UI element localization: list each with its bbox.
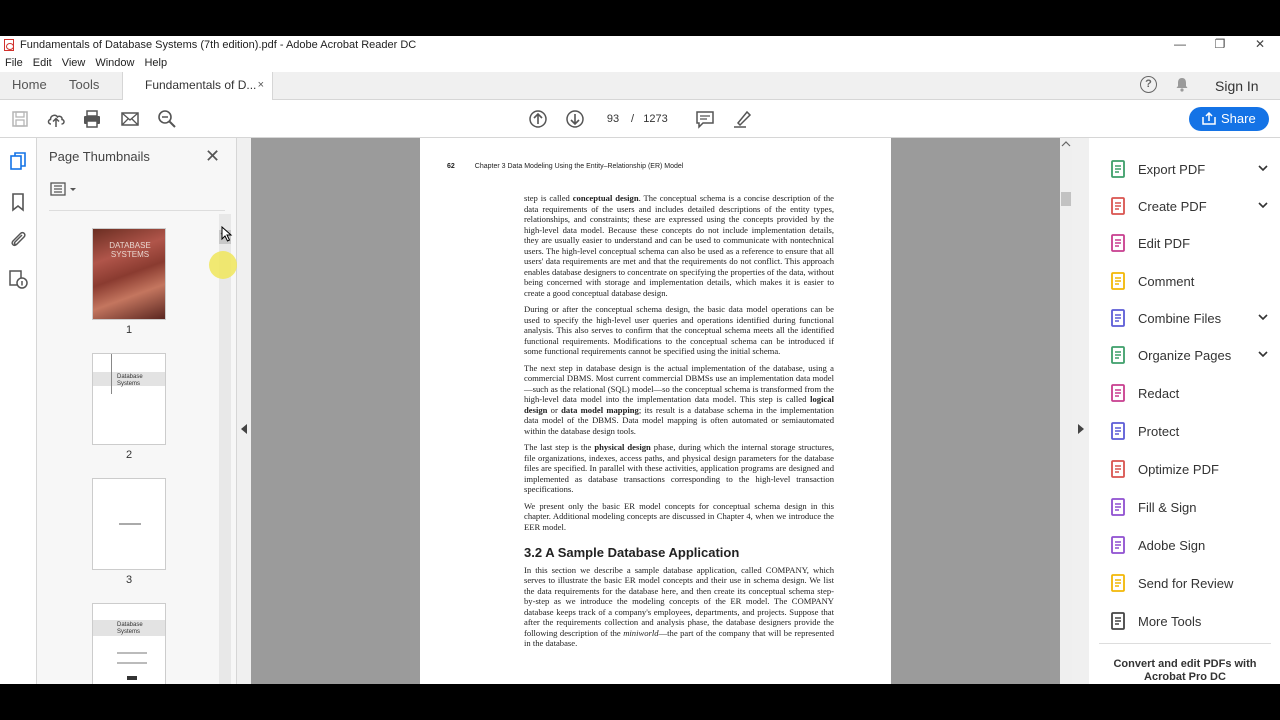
pdf-file-icon: [4, 39, 14, 51]
edit-pdf-icon: [1109, 233, 1129, 253]
paragraph: During or after the conceptual schema design, the basic data model operations can be used to specify the high-level user queries and operations identified during functional analysis. This also serves to confirm that the conceptual schema meets all the identified functional requirements. Modifications to the conceptual schema can be introduced if some functional requirements cannot be specified using the initial schema.: [524, 304, 834, 356]
window-controls: [1160, 36, 1280, 54]
tool-label: Organize Pages: [1138, 347, 1232, 363]
text-run: . The conceptual schema is a concise description of the data requirements of the users and includes detailed descriptions of the entity types, relationships, and constraints; these are expressed using the concepts provided by the high-level data model. Because these concepts do not include implementation details, they are usually easier to understand and can be used to communicate with nontechnical users. The high-level conceptual schema can also be used as a reference to ensure that all users' data requirements are met and that the requirements do not conflict. This approach enables database designers to concentrate on specifying the properties of the data, without being concerned with storage and implementation details, which makes it is easier to create a good conceptual database design.: [524, 193, 834, 298]
cursor-highlight: [209, 251, 237, 279]
collapse-left-pane[interactable]: [237, 138, 251, 684]
thumbnail-page-4[interactable]: [92, 603, 166, 684]
menu-bar: [0, 54, 172, 72]
tool-label: Fill & Sign: [1138, 499, 1197, 515]
page-number-input[interactable]: 93: [606, 113, 620, 125]
comment-icon: [1109, 271, 1129, 291]
chevron-down-icon[interactable]: [1257, 162, 1269, 174]
text-run: phase, during which the internal storage structures, file organizations, indexes, access paths, and physical design parameters for the database files are specified. In parallel with these activities, application programs are designed and implemented as database transactions corresponding to the high-level transaction specifications.: [524, 442, 834, 494]
paragraph: [524, 193, 834, 298]
document-properties-icon[interactable]: [8, 269, 28, 289]
chevron-down-icon[interactable]: [1257, 348, 1269, 360]
menu-file[interactable]: File: [5, 57, 23, 69]
tool-label: Send for Review: [1138, 575, 1234, 591]
close-window-button[interactable]: ✕: [1254, 37, 1266, 51]
acrobat-pro-promo[interactable]: Convert and edit PDFs with Acrobat Pro DC: [1113, 658, 1257, 683]
text-run: ; its result is a database schema in the implementation data model of the DBMS. Data model mapping is often automated or semiautomated within the database design tools.: [524, 404, 834, 436]
tool-comment[interactable]: [1109, 270, 1269, 292]
tool-combine-files[interactable]: [1109, 307, 1269, 329]
thumbnail-text-block: [117, 652, 147, 664]
tab-document[interactable]: [122, 72, 273, 101]
tool-label: Optimize PDF: [1138, 461, 1219, 477]
collapse-right-pane[interactable]: [1072, 138, 1089, 684]
document-scrollbar[interactable]: [1060, 138, 1072, 684]
paragraph: [524, 442, 834, 495]
email-icon[interactable]: [120, 109, 140, 129]
tool-adobe-sign[interactable]: [1109, 534, 1269, 556]
term-miniworld: miniworld: [623, 627, 659, 638]
thumbnail-text-line: [119, 523, 141, 525]
navigation-pane: [0, 138, 37, 684]
tool-label: Edit PDF: [1138, 235, 1191, 251]
paragraph: We present only the basic ER model concepts for conceptual schema design in this chapter. Additional modeling concepts are discussed in Chapter 4, when we introduce the EER model.: [524, 500, 834, 532]
tool-send-for-review[interactable]: [1109, 572, 1269, 594]
text-run: —the part of the company that will be represented in the database.: [524, 627, 834, 648]
printed-page-number: 62: [447, 163, 455, 170]
page-thumbnails-icon[interactable]: [8, 152, 28, 172]
thumbnail-options-icon[interactable]: [50, 182, 80, 198]
protect-icon: [1109, 421, 1129, 441]
page-body: [524, 193, 834, 655]
share-button[interactable]: [1189, 107, 1269, 131]
tool-protect[interactable]: [1109, 420, 1269, 442]
tool-label: Redact: [1138, 385, 1180, 401]
tab-tools[interactable]: Tools: [69, 77, 100, 92]
tool-optimize-pdf[interactable]: [1109, 458, 1269, 480]
doc-scroll-up-icon[interactable]: [1061, 140, 1071, 148]
print-icon[interactable]: [82, 109, 102, 129]
thumbnail-page-2[interactable]: [92, 353, 166, 445]
thumbnail-logo: [127, 676, 137, 680]
acrobat-window: [0, 36, 1280, 684]
tool-label: Protect: [1138, 423, 1180, 439]
term-logical-design: logical design: [524, 394, 834, 415]
export-pdf-icon: [1109, 159, 1129, 179]
organize-pages-icon: [1109, 345, 1129, 365]
tools-pane: [1089, 138, 1280, 684]
text-run: In this section we describe a sample database application, called COMPANY, which serves to illustrate the basic ER model concepts and their use in schema design. We list the data requirements for the database here, and then create its conceptual schema step-by-step as we introduce the modeling concepts of the ER model. The COMPANY database keeps track of a company's employees, departments, and projects. Suppose that after the requirements collection and analysis phase, the database designers provide the following description of the: [524, 564, 834, 638]
highlight-pen-icon[interactable]: [732, 109, 752, 129]
toolbar: [0, 100, 1280, 138]
tool-edit-pdf[interactable]: [1109, 232, 1269, 254]
menu-help[interactable]: Help: [144, 57, 168, 69]
tool-more-tools[interactable]: [1109, 610, 1269, 632]
tool-label: Export PDF: [1138, 161, 1206, 177]
menu-view[interactable]: View: [61, 57, 86, 69]
restore-button[interactable]: ❐: [1214, 37, 1226, 51]
tab-home[interactable]: Home: [12, 77, 47, 92]
text-run: or: [547, 404, 562, 415]
next-page-icon[interactable]: [565, 109, 585, 129]
thumbnail-page-1[interactable]: [92, 228, 166, 320]
help-icon[interactable]: ?: [1140, 76, 1157, 93]
mouse-pointer-icon: [221, 226, 233, 242]
tools-divider: [1099, 643, 1271, 644]
chevron-down-icon[interactable]: [1257, 199, 1269, 211]
pdf-page: [420, 138, 891, 684]
thumbnail-rule: [111, 354, 112, 394]
tool-label: Create PDF: [1138, 198, 1207, 214]
document-scroll-thumb[interactable]: [1061, 192, 1071, 206]
thumbnail-label-2: 2: [125, 449, 133, 461]
attachments-icon[interactable]: [8, 229, 28, 249]
thumbnail-page-3[interactable]: [92, 478, 166, 570]
thumbnail-cover-title: DATABASE SYSTEMS: [109, 241, 151, 259]
total-pages-value: 1273: [643, 113, 668, 125]
close-tab-button[interactable]: ×: [257, 79, 264, 91]
text-run: The next step in database design is the actual implementation of the database, using a commercial DBMS. Most current commercial DBMSs use an implementation data model—such as the relational (SQL) model—so the conceptual schema is transformed from the high-level data model into the implementation data model. This step is called: [524, 362, 834, 404]
bookmarks-icon[interactable]: [8, 192, 28, 212]
adobe-sign-icon: [1109, 535, 1129, 555]
window-title: Fundamentals of Database Systems (7th edition).pdf - Adobe Acrobat Reader DC: [20, 39, 417, 51]
tab-bar: [0, 72, 1280, 100]
tab-document-label: Fundamentals of D...: [145, 78, 257, 92]
tool-export-pdf[interactable]: [1109, 158, 1269, 180]
running-head: [447, 163, 683, 170]
panel-divider: [49, 210, 225, 211]
tool-redact[interactable]: [1109, 382, 1269, 404]
sign-in-button[interactable]: Sign In: [1215, 78, 1259, 94]
send-for-review-icon: [1109, 573, 1129, 593]
thumbnail-label-3: 3: [125, 574, 133, 586]
notification-bell-icon[interactable]: [1175, 77, 1189, 92]
thumbnail-label-1: 1: [125, 324, 133, 336]
close-panel-button[interactable]: ✕: [205, 146, 221, 166]
share-label: Share: [1221, 111, 1256, 126]
zoom-out-icon[interactable]: [157, 109, 177, 129]
tool-label: More Tools: [1138, 613, 1202, 629]
page-separator: /: [631, 113, 635, 125]
tool-create-pdf[interactable]: [1109, 195, 1269, 217]
share-icon: [1202, 112, 1216, 125]
text-run: step is called: [524, 193, 573, 203]
thumbnail-page4-title: Database Systems: [117, 622, 143, 635]
panel-title: Page Thumbnails: [49, 149, 150, 164]
thumbnail-page2-title: Database Systems: [117, 374, 143, 387]
tool-label: Combine Files: [1138, 310, 1222, 326]
paragraph: [524, 363, 834, 437]
text-run: The last step is the: [524, 442, 595, 452]
minimize-button[interactable]: —: [1174, 37, 1186, 51]
chevron-down-icon[interactable]: [1257, 311, 1269, 323]
term-physical-design: physical design: [594, 442, 651, 452]
thumbnails-scrollbar[interactable]: [219, 214, 231, 684]
collapse-left-arrow-icon[interactable]: [240, 424, 248, 434]
optimize-pdf-icon: [1109, 459, 1129, 479]
more-tools-icon: [1109, 611, 1129, 631]
chapter-title: Chapter 3 Data Modeling Using the Entity–Relationship (ER) Model: [474, 163, 684, 170]
previous-page-icon[interactable]: [528, 109, 548, 129]
term-data-model-mapping: data model mapping: [561, 404, 639, 415]
upload-cloud-icon[interactable]: [46, 109, 66, 129]
term-conceptual-design: conceptual design: [572, 193, 639, 203]
tool-label: Adobe Sign: [1138, 537, 1206, 553]
title-bar: [0, 36, 1280, 54]
menu-edit[interactable]: Edit: [32, 57, 52, 69]
combine-files-icon: [1109, 308, 1129, 328]
total-pages: [631, 109, 668, 129]
comment-icon[interactable]: [695, 109, 715, 129]
redact-icon: [1109, 383, 1129, 403]
menu-window[interactable]: Window: [95, 57, 135, 69]
save-icon[interactable]: [10, 109, 30, 129]
section-heading: 3.2 A Sample Database Application: [524, 545, 740, 560]
collapse-right-arrow-icon[interactable]: [1077, 424, 1085, 434]
tool-label: Comment: [1138, 273, 1195, 289]
tool-fill-and-sign[interactable]: [1109, 496, 1269, 518]
paragraph: [524, 565, 834, 649]
tool-organize-pages[interactable]: [1109, 344, 1269, 366]
fill-and-sign-icon: [1109, 497, 1129, 517]
create-pdf-icon: [1109, 196, 1129, 216]
